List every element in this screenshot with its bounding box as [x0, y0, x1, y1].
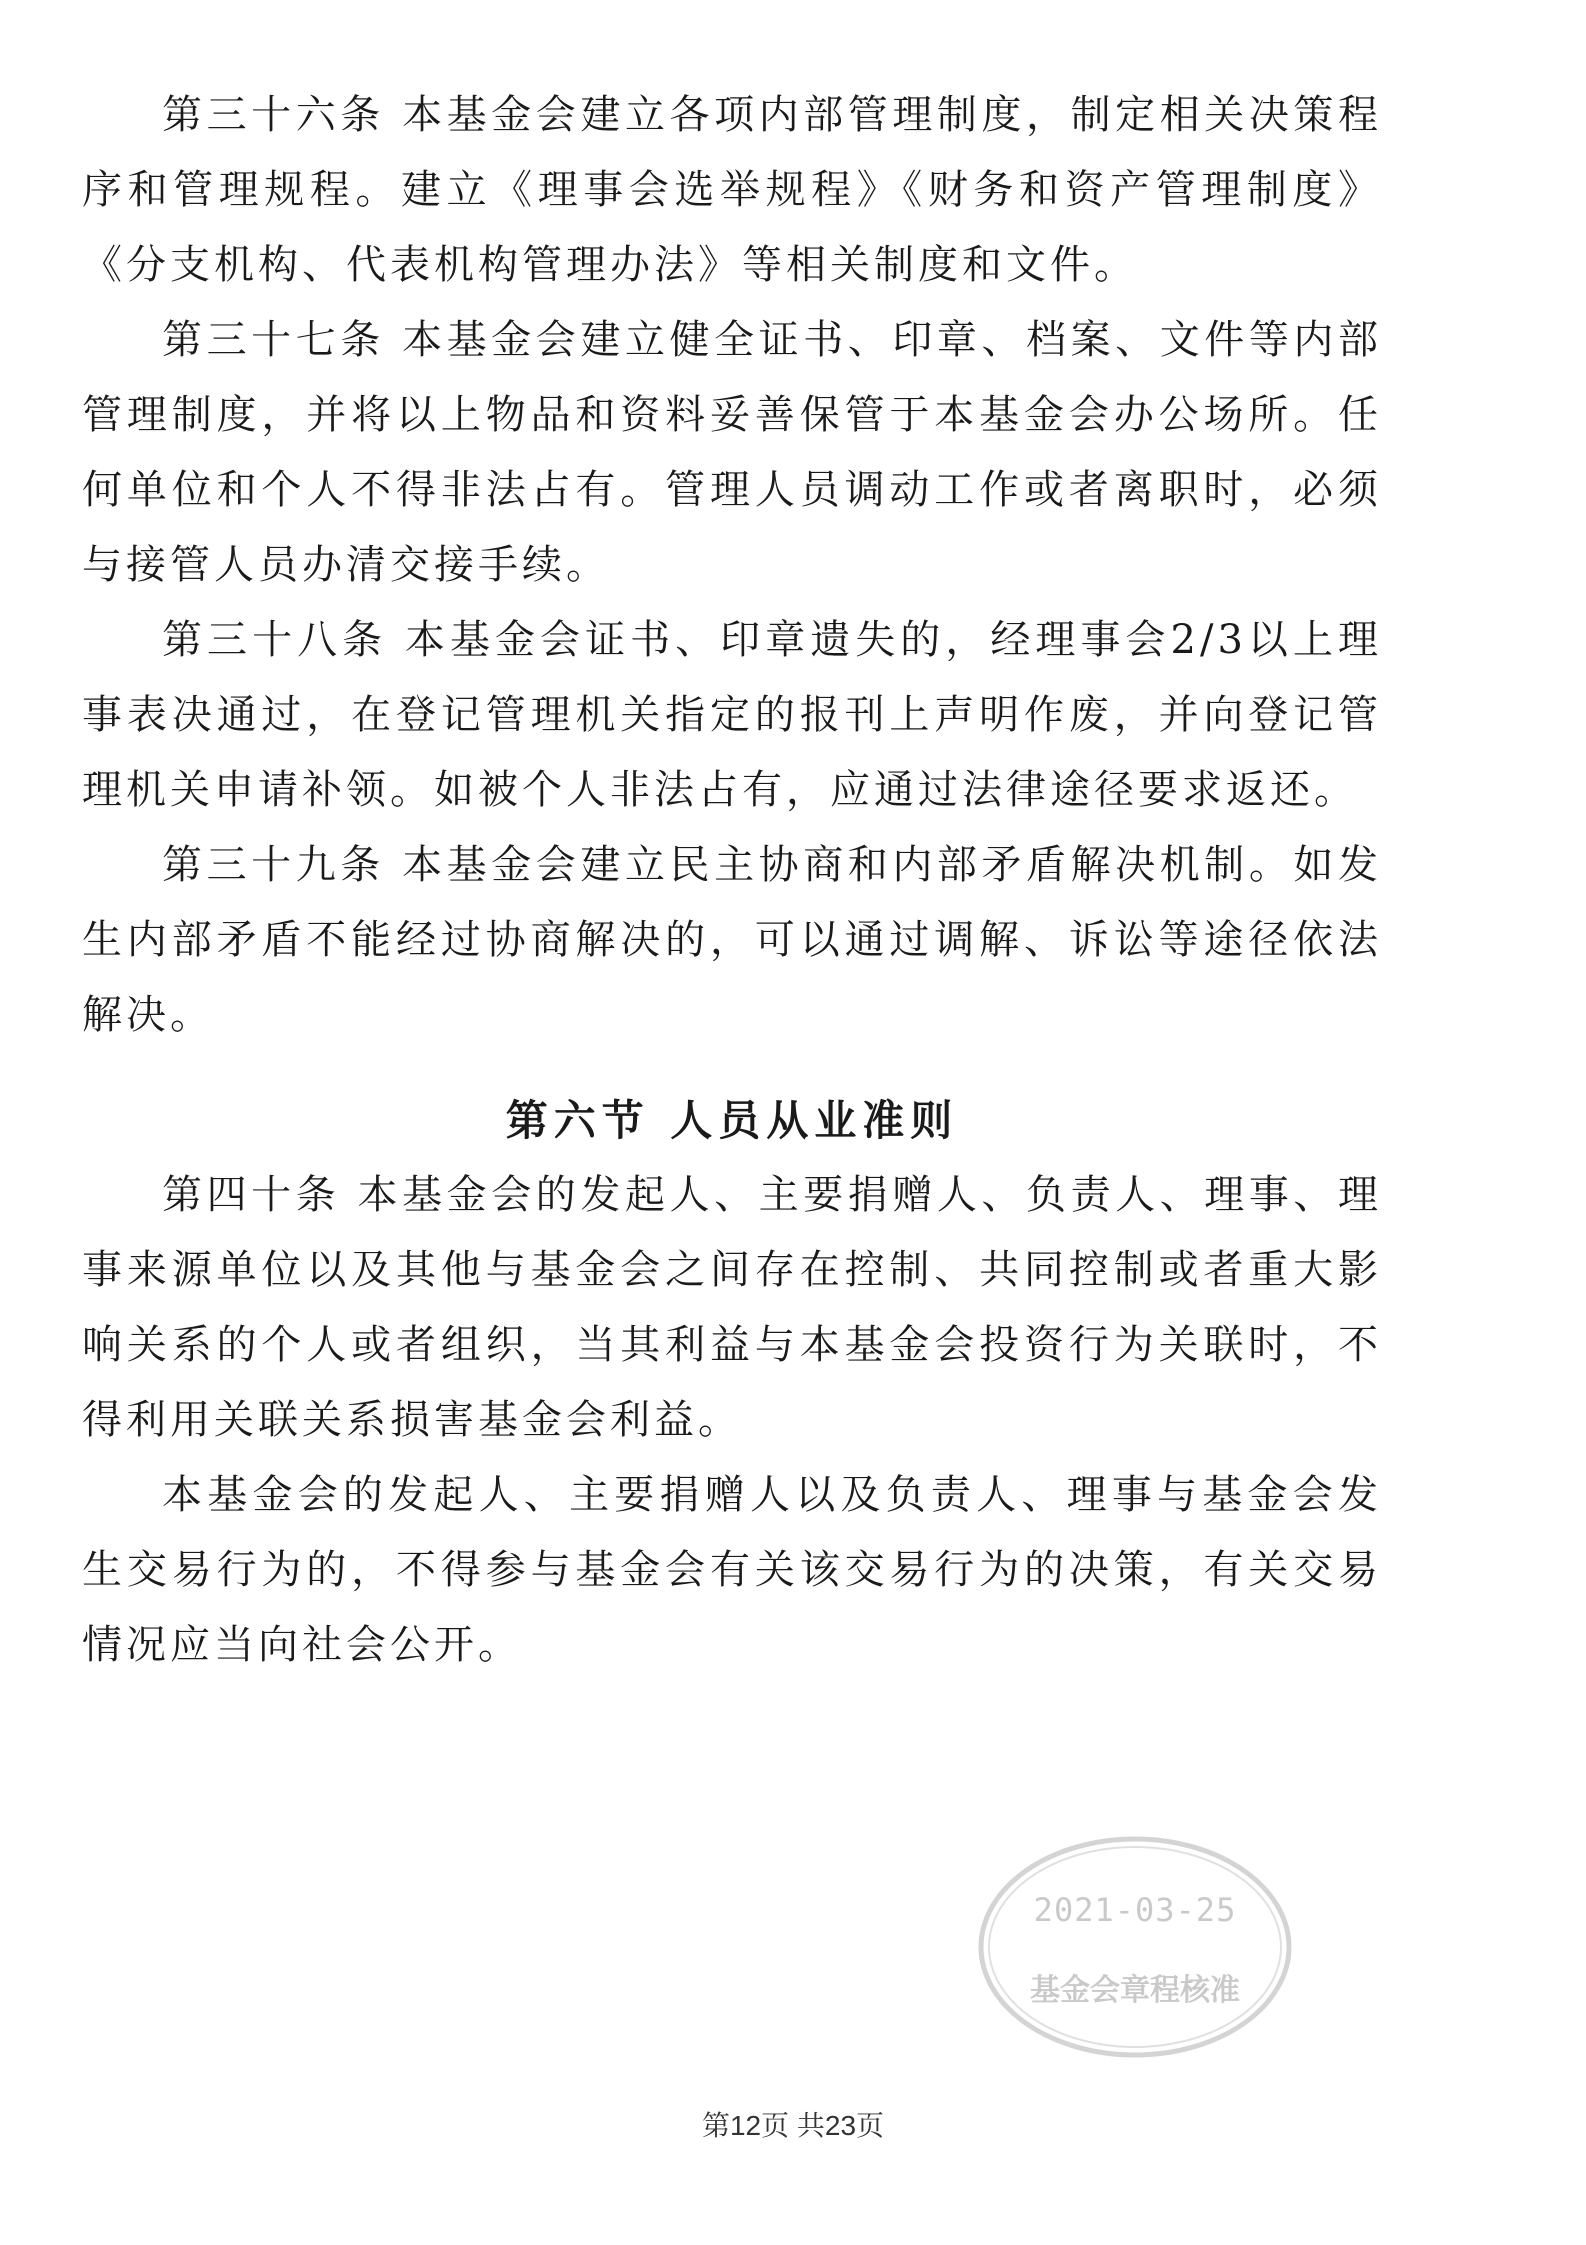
stamp-date: 2021-03-25: [1033, 1891, 1237, 1929]
article-38-paragraph: 第三十八条 本基金会证书、印章遗失的，经理事会2/3以上理事表决通过，在登记管理机关指定的报刊上声明作废，并向登记管理机关申请补领。如被个人非法占有，应通过法律途径要求返还。: [82, 617, 1382, 813]
transaction-disclosure-paragraph: 本基金会的发起人、主要捐赠人以及负责人、理事与基金会发生交易行为的，不得参与基金会有关该交易行为的决策，有关交易情况应当向社会公开。: [82, 1472, 1382, 1668]
article-40-paragraph: 第四十条 本基金会的发起人、主要捐赠人、负责人、理事、理事来源单位以及其他与基金会之间存在控制、共同控制或者重大影响关系的个人或者组织，当其利益与本基金会投资行为关联时，不得利用关联关系损害基金会利益。: [82, 1172, 1382, 1443]
approval-stamp: [975, 1833, 1295, 2061]
stamp-label: 基金会章程核准: [1030, 1973, 1240, 2008]
section-title: 第六节 人员从业准则: [505, 1096, 959, 1145]
page-number: 第12页 共23页: [701, 2110, 885, 2141]
article-36-paragraph: 第三十六条 本基金会建立各项内部管理制度，制定相关决策程序和管理规程。建立《理事会选举规程》《财务和资产管理制度》《分支机构、代表机构管理办法》等相关制度和文件。: [82, 92, 1382, 288]
article-37-paragraph: 第三十七条 本基金会建立健全证书、印章、档案、文件等内部管理制度，并将以上物品和资料妥善保管于本基金会办公场所。任何单位和个人不得非法占有。管理人员调动工作或者离职时，必须与接管人员办清交接手续。: [82, 317, 1382, 588]
article-39-paragraph: 第三十九条 本基金会建立民主协商和内部矛盾解决机制。如发生内部矛盾不能经过协商解决的，可以通过调解、诉讼等途径依法解决。: [82, 842, 1382, 1038]
stamp-oval-icon: [975, 1833, 1295, 2061]
document-body: [82, 78, 1382, 1683]
